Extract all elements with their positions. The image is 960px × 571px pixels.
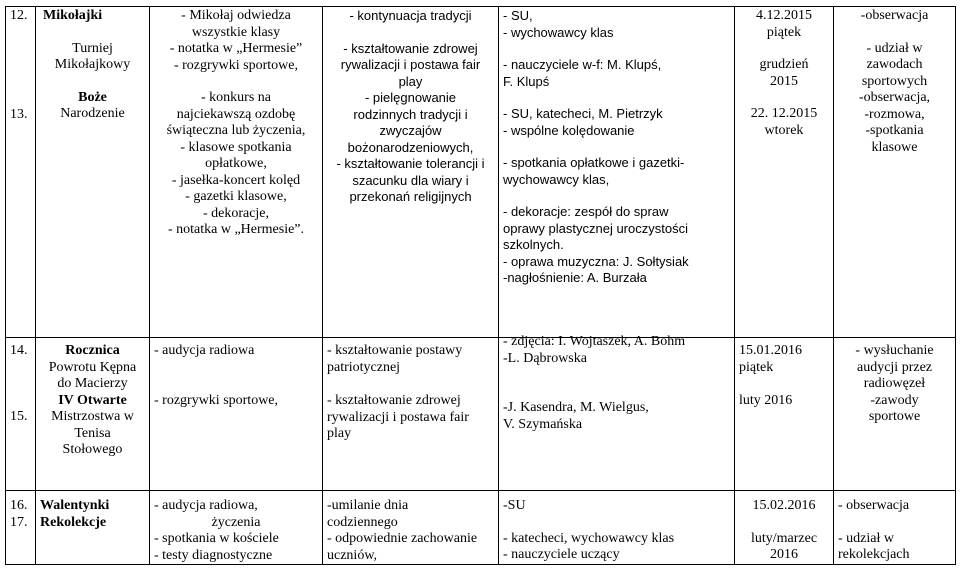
activity-line: - spotkania w kościele (154, 531, 279, 546)
event-cell (36, 338, 150, 491)
evaluation-line: sportowych (861, 73, 928, 89)
date-line: 15.01.2016 (739, 343, 802, 358)
goals-cell (323, 7, 499, 338)
responsible-line: wychowawcy klas, (503, 171, 610, 187)
date-cell (735, 491, 834, 565)
event-subtitle: Mikołajkowy (54, 57, 131, 72)
activity-line: - rozgrywki sportowe, (173, 57, 299, 73)
number-cell (6, 338, 36, 491)
goal-line: play (327, 426, 352, 441)
activity-line: - dekoracje, (202, 205, 270, 221)
goal-line: bożonarodzeniowych, (347, 139, 474, 155)
goal-line: codziennego (327, 514, 398, 530)
evaluation-cell (834, 338, 956, 491)
responsible-line: - nauczyciele w-f: M. Klupś, (503, 57, 662, 72)
goal-line: - kształtowanie tolerancji i (336, 156, 485, 171)
event-title: Rocznica (65, 343, 120, 358)
evaluation-line: zawodach (866, 57, 923, 72)
event-title: do Macierzy (57, 376, 128, 391)
row-number: 12. (10, 8, 28, 23)
event-title: Walentynki (40, 498, 110, 513)
event-title: Narodzenie (60, 106, 125, 121)
row-number: 14. (10, 343, 28, 358)
activity-line: - gazetki klasowe, (185, 189, 287, 204)
goal-line: - odpowiednie zachowanie (327, 531, 478, 546)
activity-line: - notatka w „Hermesie” (169, 41, 303, 56)
goal-line: - kontynuacja tradycji (349, 8, 472, 23)
responsible-line: - spotkania opłatkowe i gazetki- (503, 155, 685, 170)
responsible-line: F. Klupś (503, 73, 550, 89)
responsible-line: - oprawa muzyczna: J. Sołtysiak (503, 253, 689, 269)
goal-line: rodzinnych tradycji i (353, 106, 468, 122)
responsible-line: -SU (503, 498, 526, 513)
goal-line: play (398, 73, 423, 89)
date-line: luty 2016 (739, 393, 793, 408)
row-number: 17. (10, 514, 28, 530)
activities-cell (150, 7, 323, 338)
evaluation-line: sportowe (868, 409, 921, 424)
responsible-line: V. Szymańska (503, 416, 583, 432)
event-cell (36, 491, 150, 565)
evaluation-line: -obserwacja, (858, 90, 931, 105)
date-line: piątek (766, 24, 802, 40)
date-line: 4.12.2015 (756, 8, 812, 23)
goal-line: - kształtowanie zdrowej (343, 40, 478, 56)
activity-line: - audycja radiowa, (154, 498, 258, 513)
table-row (6, 7, 956, 338)
responsible-line: -L. Dąbrowska (503, 350, 587, 366)
evaluation-cell (834, 7, 956, 338)
responsible-line: - nauczyciele uczący (503, 547, 620, 562)
activity-line: - audycja radiowa (154, 343, 255, 358)
activity-line: świąteczna lub życzenia, (166, 123, 306, 138)
date-cell (735, 338, 834, 491)
table-row (6, 491, 956, 565)
goal-line: - kształtowanie postawy (327, 343, 463, 358)
date-line: piątek (739, 359, 774, 375)
date-line: grudzień (759, 57, 809, 72)
table-row (6, 338, 956, 491)
evaluation-line: radiowęzeł (863, 376, 926, 391)
schedule-table (5, 6, 956, 565)
activity-line: - klasowe spotkania (180, 139, 292, 155)
date-line: 15.02.2016 (752, 498, 816, 513)
goal-line: -umilanie dnia (327, 498, 409, 513)
responsible-line: - SU, (503, 8, 533, 23)
evaluation-line: audycji przez (856, 359, 932, 375)
responsible-line: - wspólne kolędowanie (503, 122, 635, 138)
evaluation-line: rekolekcjach (838, 547, 910, 562)
activities-cell (150, 491, 323, 565)
row-number: 13. (10, 106, 28, 122)
responsible-line: - katecheci, wychowawcy klas (503, 530, 675, 546)
evaluation-line: -zawody (870, 392, 919, 408)
activity-line: wszystkie klasy (191, 24, 281, 40)
responsible-line: -nagłośnienie: A. Burzała (503, 270, 647, 285)
activity-line: - konkurs na (201, 90, 271, 105)
responsible-line: oprawy plastycznej uroczystości (503, 220, 688, 236)
date-line: 2016 (770, 547, 798, 562)
responsible-line: szkolnych. (503, 237, 564, 252)
event-title: Stołowego (62, 442, 123, 457)
evaluation-line: - udział w (838, 530, 894, 546)
goal-line: - kształtowanie zdrowej (327, 393, 461, 408)
date-cell (735, 7, 834, 338)
activities-cell (150, 338, 323, 491)
date-line: luty/marzec (750, 530, 818, 546)
goal-line: - pielęgnowanie (364, 90, 457, 105)
activity-line: najciekawszą ozdobę (176, 106, 296, 122)
activity-line: - testy diagnostyczne (154, 547, 273, 563)
number-cell (6, 491, 36, 565)
evaluation-line: - udział w (866, 40, 923, 56)
event-title: Tenisa (74, 425, 111, 441)
responsible-line: - SU, katecheci, M. Pietrzyk (503, 106, 663, 121)
activity-line: - notatka w „Hermesie”. (167, 222, 305, 237)
activity-line: - jasełka-koncert kolęd (171, 172, 301, 188)
activity-line: opłatkowe, (205, 156, 267, 171)
goals-cell (323, 491, 499, 565)
responsible-line: - dekoracje: zespół do spraw (503, 204, 669, 219)
date-line: wtorek (764, 122, 804, 138)
goal-line: patriotycznej (327, 359, 401, 375)
responsible-cell (499, 334, 735, 491)
event-subtitle: Turniej (72, 40, 113, 56)
date-line: 22. 12.2015 (750, 106, 818, 121)
responsible-line: -J. Kasendra, M. Wielgus, (503, 400, 649, 415)
evaluation-line: -spotkania (865, 123, 924, 138)
event-title: IV Otwarte (58, 392, 127, 408)
responsible-line: - wychowawcy klas (503, 24, 614, 40)
event-title: Mikołajki (43, 8, 103, 23)
responsible-cell (499, 7, 735, 338)
number-cell (6, 7, 36, 338)
evaluation-line: - wysłuchanie (855, 343, 934, 358)
event-title: Rekolekcje (40, 514, 107, 530)
goal-line: rywalizacji i postawa fair (340, 57, 481, 72)
activity-line: - Mikołaj odwiedza (181, 8, 291, 23)
responsible-line: - zdjęcia: I. Wojtaszek, A. Bohm (503, 334, 686, 349)
goal-line: przekonań religijnych (349, 189, 472, 204)
goal-line: uczniów, (327, 547, 378, 563)
responsible-cell (499, 491, 735, 565)
row-number: 15. (10, 408, 28, 424)
goals-cell (323, 338, 499, 491)
goal-line: szacunku dla wiary i (352, 172, 469, 188)
evaluation-line: - obserwacja (838, 498, 910, 513)
evaluation-cell (834, 491, 956, 565)
evaluation-line: -rozmowa, (864, 106, 925, 122)
evaluation-line: -obserwacja (860, 8, 929, 23)
goal-line: zwyczajów (379, 123, 442, 138)
activity-line: życzenia (211, 514, 261, 530)
goal-line: rywalizacji i postawa fair (327, 409, 469, 425)
activity-line: - rozgrywki sportowe, (154, 392, 279, 408)
evaluation-line: klasowe (871, 139, 918, 155)
event-cell (36, 7, 150, 338)
date-line: 2015 (770, 73, 798, 89)
row-number: 16. (10, 498, 28, 513)
event-title: Mistrzostwa w (51, 409, 134, 424)
event-title: Powrotu Kępna (48, 359, 137, 375)
event-title: Boże (78, 89, 107, 105)
